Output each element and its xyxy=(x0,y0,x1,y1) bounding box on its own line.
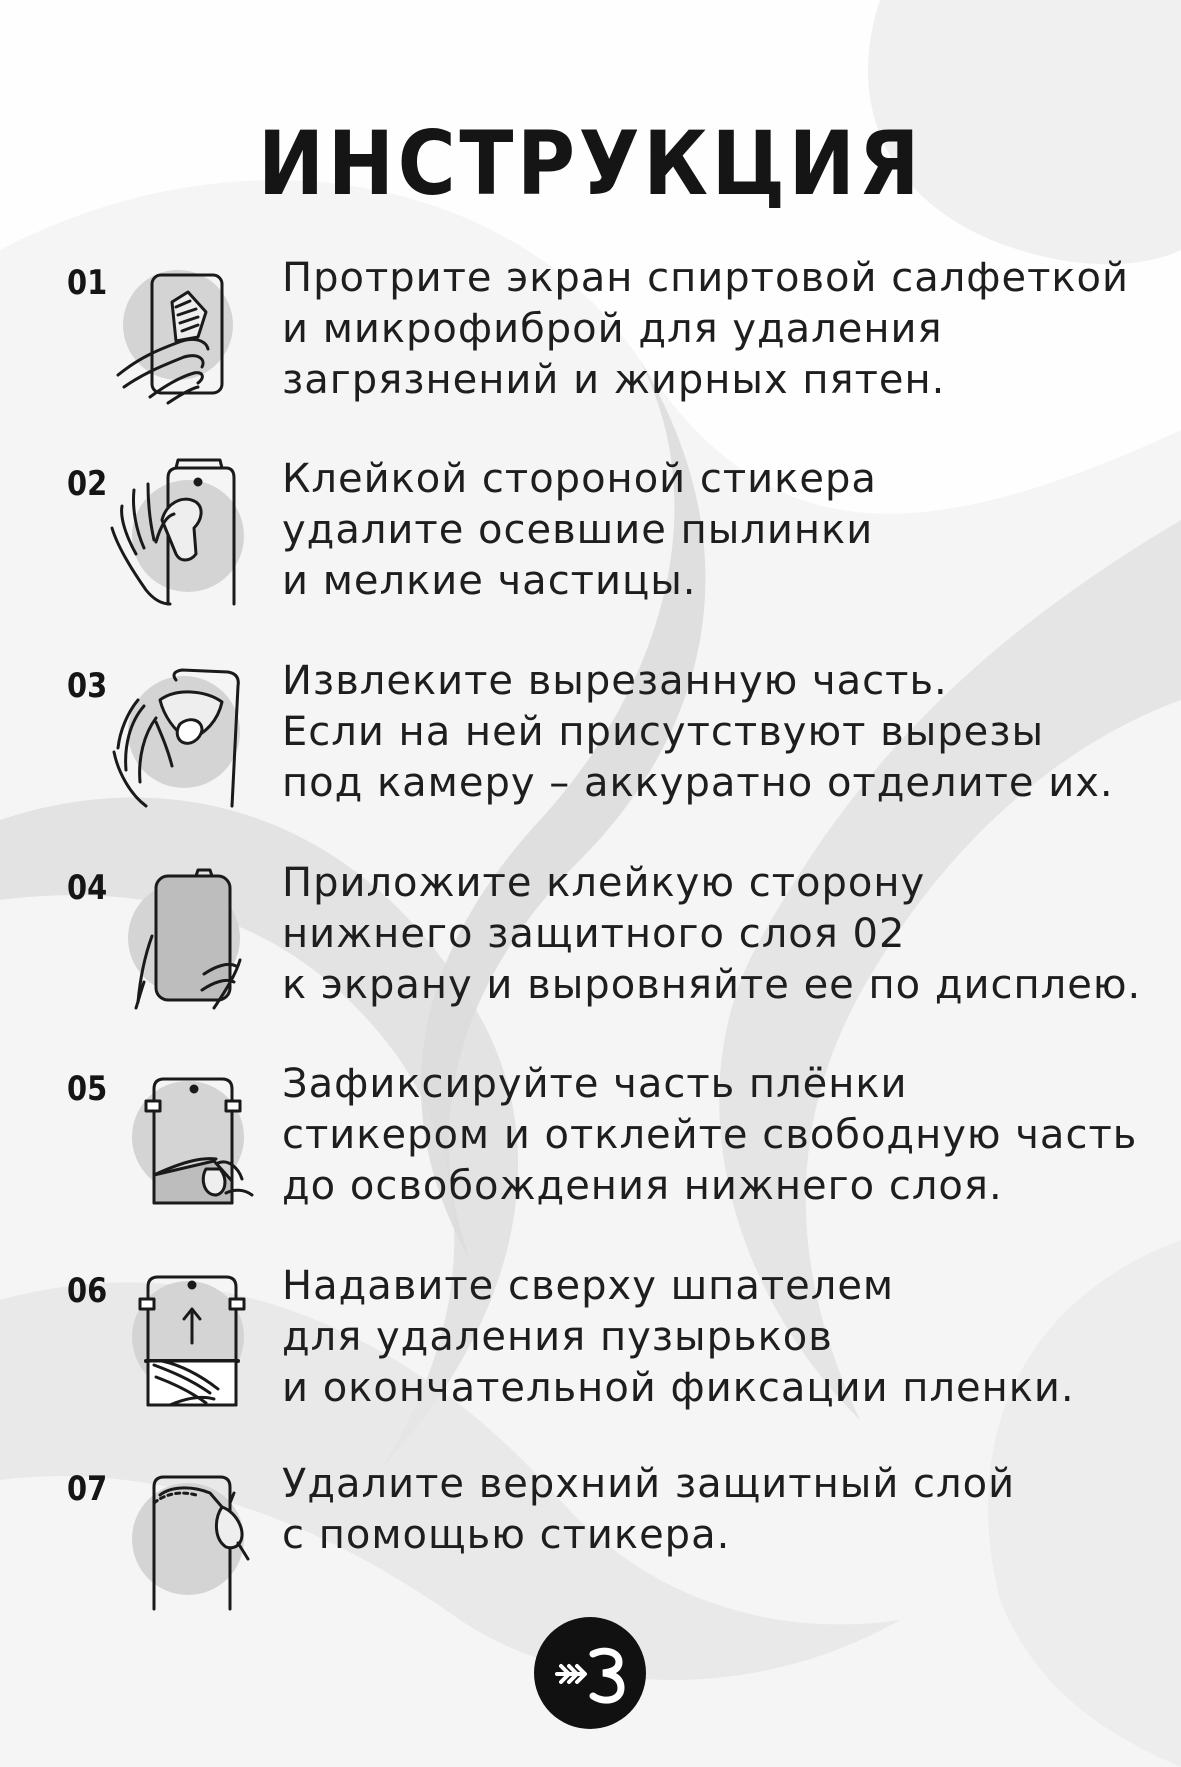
step-07 xyxy=(0,1463,1181,1633)
squeegee-press-icon xyxy=(110,1265,260,1415)
step-line: нижнего защитного слоя 02 xyxy=(282,911,906,957)
step-line: удалите осевшие пылинки xyxy=(282,507,874,553)
step-text xyxy=(282,1059,1162,1212)
step-line: и окончательной фиксации пленки. xyxy=(282,1365,1075,1411)
step-line: к экрану и выровняйте ее по дисплею. xyxy=(282,962,1142,1008)
step-number: 07 xyxy=(67,1469,108,1509)
apply-film-icon xyxy=(110,862,260,1012)
step-line: Надавите сверху шпателем xyxy=(282,1263,895,1309)
step-number: 01 xyxy=(67,263,108,303)
step-line: для удаления пузырьков xyxy=(282,1314,833,1360)
step-02 xyxy=(0,458,1181,628)
step-text xyxy=(282,454,1162,607)
step-05 xyxy=(0,1063,1181,1233)
peel-cutout-icon xyxy=(110,660,260,810)
sticker-dust-icon xyxy=(110,458,260,608)
step-line: Если на ней присутствуют вырезы xyxy=(282,709,1045,755)
step-line: Извлеките вырезанную часть. xyxy=(282,658,948,704)
step-line: и мелкие частицы. xyxy=(282,558,697,604)
step-line: и микрофиброй для удаления xyxy=(282,306,943,352)
step-line: Приложите клейкую сторону xyxy=(282,860,926,906)
step-number: 05 xyxy=(67,1069,108,1109)
step-text xyxy=(282,1459,1162,1561)
step-line: Зафиксируйте часть плёнки xyxy=(282,1061,908,1107)
step-text xyxy=(282,858,1162,1011)
step-04 xyxy=(0,862,1181,1032)
step-number: 02 xyxy=(67,464,108,504)
step-line: загрязнений и жирных пятен. xyxy=(282,357,946,403)
step-line: под камеру – аккуратно отделите их. xyxy=(282,760,1114,806)
step-number: 03 xyxy=(67,666,108,706)
step-line: Удалите верхний защитный слой xyxy=(282,1461,1016,1507)
step-03 xyxy=(0,660,1181,830)
page-title: ИНСТРУКЦИЯ xyxy=(257,112,924,215)
step-06 xyxy=(0,1265,1181,1435)
step-line: с помощью стикера. xyxy=(282,1512,731,1558)
step-line: Клейкой стороной стикера xyxy=(282,456,877,502)
fix-film-sticker-icon xyxy=(110,1063,260,1213)
remove-top-layer-icon xyxy=(110,1463,260,1613)
brand-logo-icon xyxy=(533,1616,647,1730)
step-01 xyxy=(0,257,1181,427)
step-text xyxy=(282,656,1162,809)
step-number: 04 xyxy=(67,868,108,908)
step-number: 06 xyxy=(67,1271,108,1311)
step-text xyxy=(282,253,1162,406)
step-line: до освобождения нижнего слоя. xyxy=(282,1163,1003,1209)
step-line: стикером и отклейте свободную часть xyxy=(282,1112,1138,1158)
step-line: Протрите экран спиртовой салфеткой xyxy=(282,255,1130,301)
wipe-screen-icon xyxy=(110,257,260,407)
step-text xyxy=(282,1261,1162,1414)
